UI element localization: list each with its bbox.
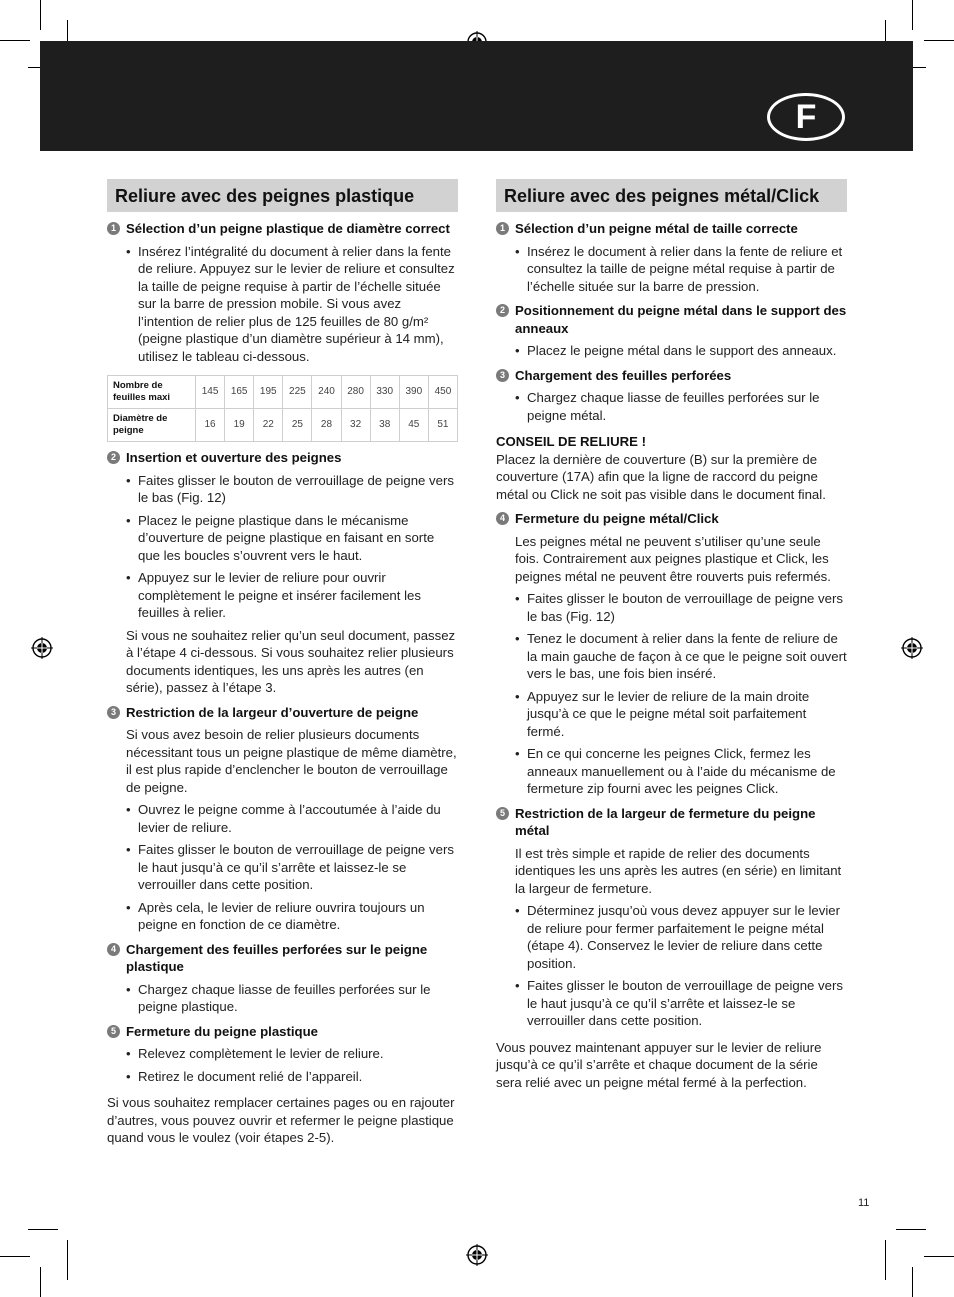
paragraph: Les peignes métal ne peuvent s’utiliser qu’une seule fois. Contrairement aux peignes plastique et Click, les peignes métal ne peuvent être rouverts puis refermés. — [515, 533, 831, 584]
list-item: • Chargez chaque liasse de feuilles perforées sur le peigne plastique. — [126, 981, 458, 1016]
list-item: • Appuyez sur le levier de reliure de la main droite jusqu’à ce que le peigne métal soit parfaitement fermé. — [515, 688, 847, 741]
step-number-icon: 3 — [107, 706, 120, 719]
bullet-list — [126, 243, 458, 366]
bullet-list — [515, 389, 847, 424]
table-cell: 145 — [196, 376, 225, 409]
step-heading — [496, 367, 847, 385]
bullet-list — [515, 342, 847, 360]
bullet-list — [126, 981, 458, 1016]
step-title: Fermeture du peigne plastique — [126, 1023, 318, 1039]
step-number-icon: 5 — [496, 807, 509, 820]
table-row — [108, 409, 458, 442]
list-item: • Faites glisser le bouton de verrouillage de peigne vers le haut jusqu’à ce qu’il s’arrête et laissez-le se verrouiller dans cette position. — [515, 977, 847, 1030]
step-heading — [107, 941, 458, 976]
paragraph: Vous pouvez maintenant appuyer sur le levier de reliure jusqu’à ce qu’il s’arrête et chaque document de la série sera relié avec un peigne métal fermé à la perfection. — [496, 1039, 822, 1090]
list-item: • Déterminez jusqu’où vous devez appuyer sur le levier de reliure pour fermer parfaitement le peigne métal (étape 4). Conservez le levier de reliure dans cette position. — [515, 902, 847, 972]
step-heading — [107, 449, 458, 467]
step-heading — [107, 704, 458, 722]
bullet-list — [126, 801, 458, 934]
table-cell: 32 — [341, 409, 370, 442]
step-number-icon: 4 — [496, 512, 509, 525]
step-title: Sélection d’un peigne métal de taille correcte — [515, 221, 798, 236]
list-item: • Faites glisser le bouton de verrouillage de peigne vers le haut jusqu’à ce qu’il s’arrête et laissez-le se verrouiller dans cette position. — [126, 841, 458, 894]
section-title: Reliure avec des peignes métal/Click — [496, 179, 847, 212]
table-cell: 25 — [283, 409, 312, 442]
step-title: Insertion et ouverture des peignes — [126, 450, 342, 465]
list-item: • Appuyez sur le levier de reliure pour ouvrir complètement le peigne et insérer facilement les feuilles à relier. — [126, 569, 458, 622]
bullet-list — [126, 1045, 458, 1085]
header-banner — [40, 41, 913, 151]
table-cell: 51 — [428, 409, 457, 442]
table-cell: 240 — [312, 376, 341, 409]
crop-mark — [924, 40, 954, 41]
registration-mark-icon — [31, 637, 53, 659]
step-number-icon: 1 — [107, 222, 120, 235]
step-number-icon: 1 — [496, 222, 509, 235]
crop-mark — [40, 1267, 41, 1297]
comb-size-table — [107, 375, 458, 442]
step-title: Restriction de la largeur d’ouverture de peigne — [126, 704, 419, 720]
step-title: Restriction de la largeur de fermeture du peigne métal — [515, 805, 816, 838]
list-item: • Insérez l’intégralité du document à relier dans la fente de reliure. Appuyez sur le levier de reliure et consultez la taille de peigne requise à partir de l’échelle située sur la barre de pression mobile. Si vous avez l’intention de relier plus de 125 feuilles de 80 g/m² (peigne plastique d’un diamètre supérieur à 14 mm), utilisez le tableau ci-dessous. — [126, 243, 458, 366]
step-number-icon: 3 — [496, 369, 509, 382]
step-number-icon: 4 — [107, 943, 120, 956]
step-number-icon: 2 — [107, 451, 120, 464]
step-title: Positionnement du peigne métal dans le support des anneaux — [515, 303, 847, 336]
crop-mark — [924, 1256, 954, 1257]
table-cell: Nombre de feuilles maxi — [108, 376, 196, 409]
step-title: Fermeture du peigne métal/Click — [515, 511, 719, 526]
bullet-list — [515, 902, 847, 1030]
list-item: • Après cela, le levier de reliure ouvrira toujours un peigne en fonction de ce diamètre. — [126, 899, 458, 934]
table-cell: 22 — [254, 409, 283, 442]
table-cell: 165 — [225, 376, 254, 409]
table-cell: 330 — [370, 376, 399, 409]
crop-mark — [67, 1240, 68, 1280]
step-number-icon: 2 — [496, 304, 509, 317]
list-item: • Insérez le document à relier dans la fente de reliure et consultez la taille de peigne métal requise à partir de l’échelle située sur la barre de pression. — [515, 243, 847, 296]
crop-mark — [0, 1256, 30, 1257]
crop-mark — [912, 1267, 913, 1297]
list-item: • Chargez chaque liasse de feuilles perforées sur le peigne métal. — [515, 389, 847, 424]
table-cell: 16 — [196, 409, 225, 442]
list-item: • Faites glisser le bouton de verrouillage de peigne vers le bas (Fig. 12) — [515, 590, 847, 625]
table-cell: 45 — [399, 409, 428, 442]
left-column — [107, 179, 458, 1147]
table-cell: 38 — [370, 409, 399, 442]
page-number: 11 — [858, 1197, 870, 1209]
registration-mark-icon — [901, 637, 923, 659]
list-item: • Placez le peigne plastique dans le mécanisme d’ouverture de peigne plastique en faisant en sorte que les boucles s’ouvrent vers le haut. — [126, 512, 458, 565]
paragraph: Si vous souhaitez remplacer certaines pages ou en rajouter d’autres, vous pouvez ouvrir et refermer le peigne plastique quand vous le voulez (voir étapes 2-5). — [107, 1095, 455, 1145]
language-badge: F — [767, 93, 845, 141]
table-cell: 28 — [312, 409, 341, 442]
tip-body: Placez la dernière de couverture (B) sur la première de couverture (17A) afin que la ligne de raccord du peigne métal ou Click ne soit pas visible dans le document final. — [496, 451, 826, 502]
bullet-list — [515, 590, 847, 798]
table-cell: 225 — [283, 376, 312, 409]
crop-mark — [885, 1240, 886, 1280]
list-item: • En ce qui concerne les peignes Click, fermez les anneaux manuellement ou à l’aide du mécanisme de fermeture zip fourni avec les peignes Click. — [515, 745, 847, 798]
tip-title: CONSEIL DE RELIURE ! — [496, 434, 646, 449]
crop-mark — [28, 1229, 58, 1230]
crop-mark — [912, 0, 913, 30]
table-cell: 450 — [428, 376, 457, 409]
step-heading — [496, 805, 847, 840]
step-heading — [496, 220, 847, 238]
list-item: • Faites glisser le bouton de verrouillage de peigne vers le bas (Fig. 12) — [126, 472, 458, 507]
table-cell: 390 — [399, 376, 428, 409]
step-heading — [496, 302, 847, 337]
crop-mark — [0, 40, 30, 41]
list-item: • Ouvrez le peigne comme à l’accoutumée à l’aide du levier de reliure. — [126, 801, 458, 836]
step-heading — [107, 1023, 458, 1041]
right-column — [496, 179, 847, 1091]
table-row — [108, 376, 458, 409]
crop-mark — [896, 1229, 926, 1230]
list-item: • Retirez le document relié de l’appareil. — [126, 1068, 458, 1086]
registration-mark-icon — [466, 1244, 488, 1266]
table-cell: Diamètre de peigne — [108, 409, 196, 442]
bullet-list — [515, 243, 847, 296]
table-cell: 195 — [254, 376, 283, 409]
step-title: Sélection d’un peigne plastique de diamètre correct — [126, 221, 450, 236]
list-item: • Placez le peigne métal dans le support des anneaux. — [515, 342, 847, 360]
paragraph: Si vous ne souhaitez relier qu’un seul document, passez à l’étape 4 ci-dessous. Si vous souhaitez relier plusieurs documents identiques, les uns après les autres (en série), passez à l’étape 3. — [126, 627, 456, 695]
table-cell: 280 — [341, 376, 370, 409]
list-item: • Relevez complètement le levier de reliure. — [126, 1045, 458, 1063]
paragraph: Si vous avez besoin de relier plusieurs documents nécessitant tous un peigne plastique de même diamètre, il est plus rapide d’enclencher le bouton de verrouillage de peigne. — [126, 727, 457, 795]
crop-mark — [40, 0, 41, 30]
table-cell: 19 — [225, 409, 254, 442]
step-title: Chargement des feuilles perforées sur le peigne plastique — [126, 941, 428, 974]
step-heading — [496, 510, 847, 528]
step-number-icon: 5 — [107, 1025, 120, 1038]
step-title: Chargement des feuilles perforées — [515, 367, 732, 383]
section-title: Reliure avec des peignes plastique — [107, 179, 458, 212]
bullet-list — [126, 472, 458, 622]
paragraph: Il est très simple et rapide de relier des documents identiques les uns après les autres (en série) en limitant la largeur de fermeture. — [515, 845, 842, 896]
step-heading — [107, 220, 458, 238]
list-item: • Tenez le document à relier dans la fente de reliure de la main gauche de façon à ce que le peigne soit ouvert vers le bas, une fois bien inséré. — [515, 630, 847, 683]
